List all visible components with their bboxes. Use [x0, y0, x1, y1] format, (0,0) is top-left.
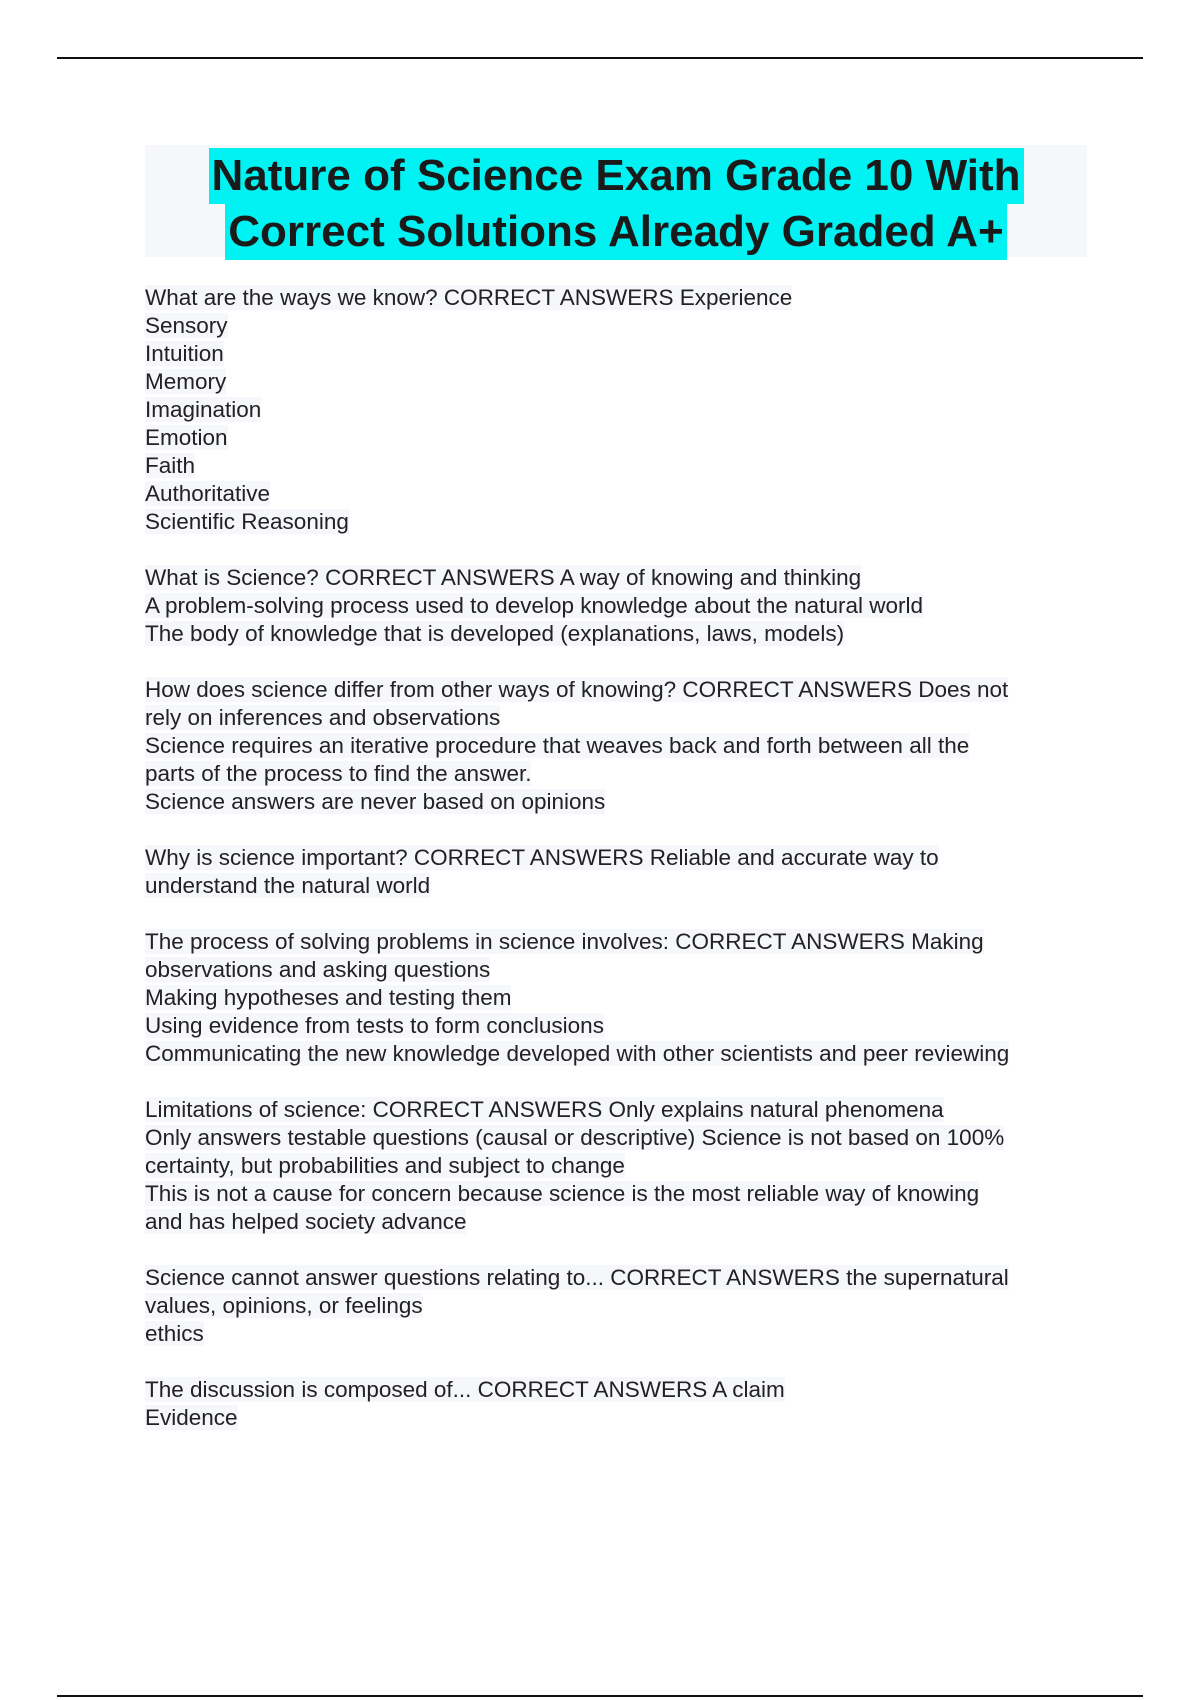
qa-item: [145, 928, 1105, 1068]
answer-line: [145, 592, 1105, 620]
line-text: This is not a cause for concern because science is the most reliable way of knowing: [145, 1181, 980, 1206]
question-line: [145, 1096, 1105, 1124]
answer-line: [145, 788, 1105, 816]
answer-line: [145, 1124, 1105, 1152]
line-text: Why is science important? CORRECT ANSWERS Reliable and accurate way to: [145, 845, 939, 870]
line-text: rely on inferences and observations: [145, 705, 501, 730]
line-text: certainty, but probabilities and subject to change: [145, 1153, 625, 1178]
line-text: understand the natural world: [145, 873, 431, 898]
answer-line: [145, 396, 1105, 424]
line-text: Faith: [145, 453, 196, 478]
answer-line: [145, 424, 1105, 452]
top-rule: [57, 57, 1143, 59]
answer-line: [145, 1320, 1105, 1348]
line-text: and has helped society advance: [145, 1209, 467, 1234]
line-text: Authoritative: [145, 481, 271, 506]
qa-item: [145, 844, 1105, 900]
title-line-1: Nature of Science Exam Grade 10 With: [209, 148, 1024, 204]
line-text: Emotion: [145, 425, 228, 450]
line-text: A problem-solving process used to develop knowledge about the natural world: [145, 593, 923, 618]
question-line: [145, 1376, 1105, 1404]
question-line: [145, 284, 1105, 312]
line-text: Evidence: [145, 1405, 238, 1430]
line-text: Science requires an iterative procedure that weaves back and forth between all the: [145, 733, 970, 758]
question-line: [145, 1264, 1105, 1292]
line-text: Making hypotheses and testing them: [145, 985, 512, 1010]
line-text: What is Science? CORRECT ANSWERS A way of knowing and thinking: [145, 565, 862, 590]
line-text: The process of solving problems in science involves: CORRECT ANSWERS Making: [145, 929, 984, 954]
answer-line: [145, 1040, 1105, 1068]
qa-item: [145, 1376, 1105, 1432]
answer-line: [145, 872, 1105, 900]
answer-line: [145, 704, 1105, 732]
line-text: observations and asking questions: [145, 957, 491, 982]
answer-line: [145, 732, 1105, 760]
line-text: Sensory: [145, 313, 228, 338]
line-text: Memory: [145, 369, 227, 394]
qa-item: [145, 284, 1105, 536]
line-text: Intuition: [145, 341, 224, 366]
line-text: Scientific Reasoning: [145, 509, 349, 534]
question-line: [145, 928, 1105, 956]
line-text: Using evidence from tests to form conclusions: [145, 1013, 604, 1038]
line-text: parts of the process to find the answer.: [145, 761, 532, 786]
answer-line: [145, 956, 1105, 984]
qa-item: [145, 564, 1105, 648]
answer-line: [145, 620, 1105, 648]
line-text: Only answers testable questions (causal or descriptive) Science is not based on 100%: [145, 1125, 1005, 1150]
qa-item: [145, 676, 1105, 816]
line-text: How does science differ from other ways of knowing? CORRECT ANSWERS Does not: [145, 677, 1009, 702]
answer-line: [145, 368, 1105, 396]
line-text: What are the ways we know? CORRECT ANSWERS Experience: [145, 285, 793, 310]
line-text: Communicating the new knowledge developed with other scientists and peer reviewing: [145, 1041, 1010, 1066]
answer-line: [145, 984, 1105, 1012]
answer-line: [145, 480, 1105, 508]
line-text: Imagination: [145, 397, 262, 422]
answer-line: [145, 1180, 1105, 1208]
bottom-rule: [57, 1695, 1143, 1697]
qa-item: [145, 1264, 1105, 1348]
question-line: [145, 844, 1105, 872]
qa-list: [145, 284, 1105, 1460]
question-line: [145, 564, 1105, 592]
line-text: Science cannot answer questions relating to... CORRECT ANSWERS the supernatural: [145, 1265, 1009, 1290]
line-text: values, opinions, or feelings: [145, 1293, 423, 1318]
answer-line: [145, 1404, 1105, 1432]
answer-line: [145, 1208, 1105, 1236]
answer-line: [145, 452, 1105, 480]
qa-item: [145, 1096, 1105, 1236]
answer-line: [145, 312, 1105, 340]
answer-line: [145, 340, 1105, 368]
answer-line: [145, 1012, 1105, 1040]
line-text: Science answers are never based on opinions: [145, 789, 606, 814]
line-text: The discussion is composed of... CORRECT ANSWERS A claim: [145, 1377, 785, 1402]
question-line: [145, 676, 1105, 704]
answer-line: [145, 508, 1105, 536]
document-title: [145, 145, 1087, 257]
line-text: The body of knowledge that is developed (explanations, laws, models): [145, 621, 845, 646]
title-line-2: Correct Solutions Already Graded A+: [225, 204, 1006, 260]
answer-line: [145, 1152, 1105, 1180]
answer-line: [145, 1292, 1105, 1320]
line-text: ethics: [145, 1321, 204, 1346]
line-text: Limitations of science: CORRECT ANSWERS Only explains natural phenomena: [145, 1097, 944, 1122]
answer-line: [145, 760, 1105, 788]
